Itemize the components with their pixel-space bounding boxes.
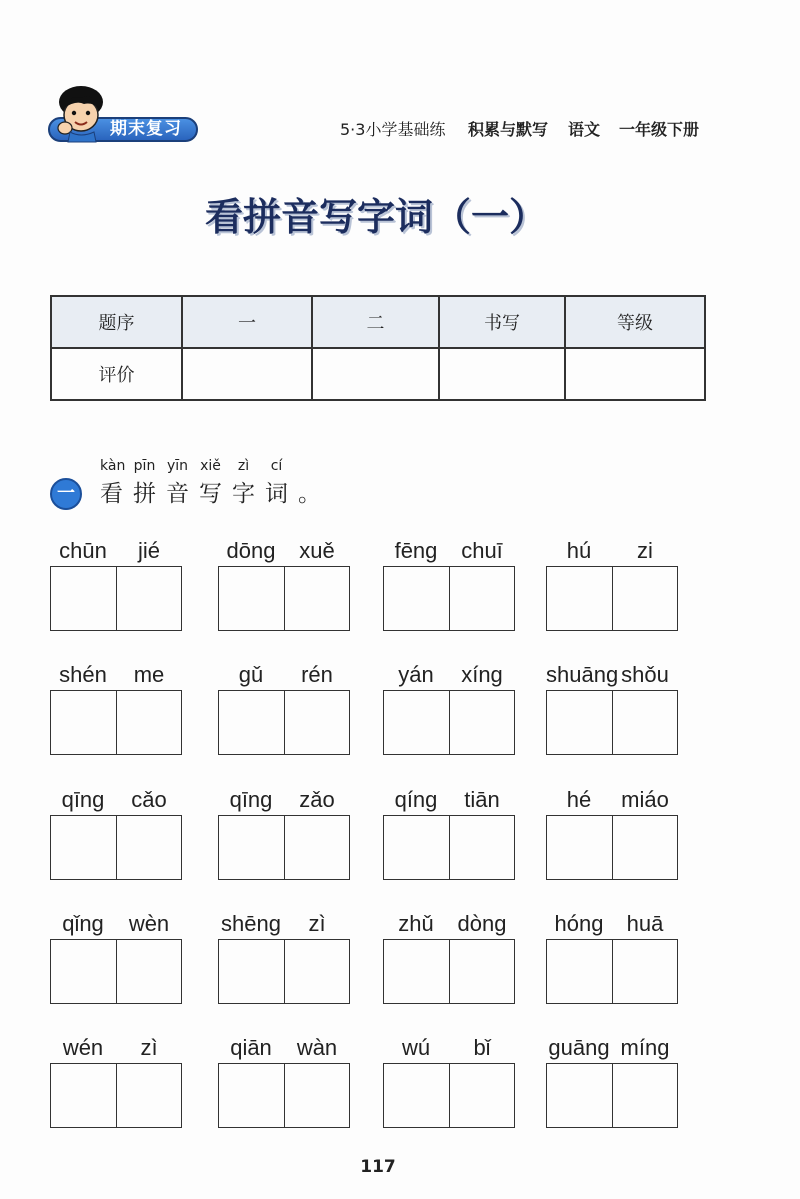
writing-cell	[613, 1064, 678, 1127]
word-pinyin	[50, 536, 182, 566]
evaluation-table	[50, 295, 706, 401]
syllable: shuāng	[546, 662, 619, 687]
word-pinyin	[218, 909, 350, 939]
section-instruction: 看拼音写字词。	[100, 481, 331, 507]
writing-cell	[219, 1064, 285, 1127]
writing-cell	[117, 1064, 182, 1127]
writing-cell	[613, 691, 678, 754]
word-item	[50, 785, 182, 880]
syllable: yīn	[166, 458, 189, 474]
writing-cell	[450, 1064, 515, 1127]
syllable: cǎo	[131, 787, 167, 812]
word-item	[50, 536, 182, 631]
table-header-cell: 题序	[51, 296, 182, 348]
word-item	[50, 660, 182, 755]
word-item	[546, 536, 678, 631]
syllable: qǐng	[62, 911, 104, 936]
writing-cell	[384, 567, 450, 630]
writing-boxes	[50, 815, 182, 880]
section-pinyin	[100, 458, 298, 474]
table-header-cell: 二	[312, 296, 439, 348]
writing-cell	[547, 816, 613, 879]
word-pinyin	[383, 909, 515, 939]
writing-cell	[285, 691, 350, 754]
syllable: qíng	[394, 787, 438, 812]
word-pinyin	[383, 1033, 515, 1063]
writing-boxes	[546, 566, 678, 631]
word-item	[383, 1033, 515, 1128]
syllable: wén	[62, 1035, 104, 1060]
writing-cell	[613, 567, 678, 630]
syllable: xíng	[461, 662, 503, 687]
syllable: wàn	[296, 1035, 338, 1060]
word-pinyin	[546, 785, 678, 815]
word-pinyin	[546, 536, 678, 566]
syllable: zi	[637, 538, 653, 563]
page-title: 看拼音写字词（一）	[204, 195, 547, 239]
row-label: 评价	[51, 348, 182, 400]
syllable: dòng	[457, 911, 507, 936]
writing-boxes	[218, 939, 350, 1004]
writing-cell	[51, 691, 117, 754]
word-item	[218, 909, 350, 1004]
table-row	[51, 348, 705, 400]
word-pinyin	[218, 1033, 350, 1063]
writing-cell	[51, 1064, 117, 1127]
writing-cell	[285, 567, 350, 630]
word-item	[50, 1033, 182, 1128]
score-cell	[565, 348, 705, 400]
syllable: gǔ	[238, 662, 264, 687]
writing-cell	[450, 691, 515, 754]
writing-cell	[285, 1064, 350, 1127]
word-pinyin	[50, 660, 182, 690]
writing-boxes	[546, 939, 678, 1004]
section-number-badge: 一	[50, 478, 82, 510]
syllable: tiān	[464, 787, 500, 812]
table-header-cell: 书写	[439, 296, 565, 348]
word-pinyin	[383, 536, 515, 566]
word-pinyin	[218, 660, 350, 690]
syllable: qīng	[61, 787, 105, 812]
writing-boxes	[383, 815, 515, 880]
word-pinyin	[218, 536, 350, 566]
writing-cell	[613, 940, 678, 1003]
word-item	[218, 536, 350, 631]
syllable: fēng	[394, 538, 438, 563]
word-pinyin	[546, 909, 678, 939]
writing-cell	[219, 940, 285, 1003]
word-pinyin	[218, 785, 350, 815]
writing-boxes	[383, 939, 515, 1004]
word-item	[546, 785, 678, 880]
syllable: kàn	[100, 458, 126, 474]
writing-cell	[384, 1064, 450, 1127]
book-name: 积累与默写	[468, 120, 549, 139]
word-item	[383, 660, 515, 755]
syllable: me	[133, 662, 165, 687]
word-pinyin	[383, 785, 515, 815]
series-name: 5·3小学基础练	[340, 120, 446, 139]
score-cell	[182, 348, 312, 400]
table-header-cell: 等级	[565, 296, 705, 348]
table-header-cell: 一	[182, 296, 312, 348]
writing-boxes	[50, 939, 182, 1004]
word-item	[383, 909, 515, 1004]
syllable: chuī	[461, 538, 503, 563]
writing-cell	[219, 567, 285, 630]
page-number: 117	[360, 1157, 396, 1177]
syllable: míng	[620, 1035, 670, 1060]
syllable: guāng	[548, 1035, 610, 1060]
writing-boxes	[218, 815, 350, 880]
writing-cell	[384, 940, 450, 1003]
writing-cell	[219, 691, 285, 754]
syllable: shǒu	[621, 662, 669, 687]
writing-boxes	[383, 1063, 515, 1128]
grade-name: 一年级下册	[619, 120, 700, 139]
writing-cell	[285, 816, 350, 879]
syllable: zhǔ	[398, 911, 434, 936]
writing-cell	[450, 567, 515, 630]
word-item	[218, 785, 350, 880]
syllable: jié	[137, 538, 160, 563]
syllable: rén	[301, 662, 333, 687]
writing-cell	[117, 940, 182, 1003]
syllable: yán	[398, 662, 434, 687]
word-item	[218, 660, 350, 755]
writing-cell	[51, 816, 117, 879]
writing-boxes	[218, 690, 350, 755]
syllable: miáo	[621, 787, 669, 812]
syllable: hú	[566, 538, 592, 563]
writing-cell	[285, 940, 350, 1003]
syllable: hóng	[554, 911, 604, 936]
writing-boxes	[218, 566, 350, 631]
writing-boxes	[218, 1063, 350, 1128]
syllable: zì	[308, 911, 326, 936]
writing-cell	[450, 816, 515, 879]
word-item	[546, 909, 678, 1004]
word-pinyin	[383, 660, 515, 690]
word-pinyin	[546, 660, 678, 690]
syllable: bǐ	[473, 1035, 491, 1060]
writing-boxes	[50, 690, 182, 755]
word-item	[383, 536, 515, 631]
writing-cell	[450, 940, 515, 1003]
syllable: chūn	[59, 538, 107, 563]
score-cell	[439, 348, 565, 400]
writing-boxes	[383, 690, 515, 755]
writing-cell	[547, 940, 613, 1003]
score-cell	[312, 348, 439, 400]
syllable: xiě	[200, 458, 221, 474]
writing-cell	[613, 816, 678, 879]
word-pinyin	[50, 1033, 182, 1063]
syllable: wèn	[128, 911, 170, 936]
syllable: zǎo	[299, 787, 335, 812]
writing-boxes	[383, 566, 515, 631]
syllable: pīn	[133, 458, 156, 474]
word-pinyin	[546, 1033, 678, 1063]
syllable: wú	[401, 1035, 431, 1060]
writing-cell	[384, 816, 450, 879]
word-item	[546, 1033, 678, 1128]
table-header-row	[51, 296, 705, 348]
syllable: dōng	[226, 538, 276, 563]
writing-cell	[219, 816, 285, 879]
writing-cell	[51, 567, 117, 630]
word-item	[546, 660, 678, 755]
syllable: zì	[140, 1035, 158, 1060]
syllable: hé	[566, 787, 592, 812]
writing-cell	[547, 691, 613, 754]
writing-cell	[547, 567, 613, 630]
syllable: zì	[237, 458, 250, 474]
writing-boxes	[546, 690, 678, 755]
word-pinyin	[50, 909, 182, 939]
writing-boxes	[50, 1063, 182, 1128]
syllable: shēng	[221, 911, 281, 936]
word-pinyin	[50, 785, 182, 815]
subject-name: 语文	[568, 120, 601, 139]
word-item	[50, 909, 182, 1004]
writing-cell	[51, 940, 117, 1003]
writing-cell	[117, 567, 182, 630]
writing-boxes	[546, 1063, 678, 1128]
syllable: qiān	[230, 1035, 272, 1060]
syllable: xuě	[299, 538, 335, 563]
syllable: cí	[270, 458, 283, 474]
writing-cell	[547, 1064, 613, 1127]
writing-cell	[117, 691, 182, 754]
writing-boxes	[546, 815, 678, 880]
writing-cell	[384, 691, 450, 754]
word-item	[383, 785, 515, 880]
syllable: shén	[59, 662, 107, 687]
word-item	[218, 1033, 350, 1128]
writing-boxes	[50, 566, 182, 631]
badge-label: 期末复习	[110, 119, 182, 139]
syllable: qīng	[229, 787, 273, 812]
writing-cell	[117, 816, 182, 879]
boy-mascot-icon	[50, 82, 114, 144]
syllable: huā	[626, 911, 664, 936]
